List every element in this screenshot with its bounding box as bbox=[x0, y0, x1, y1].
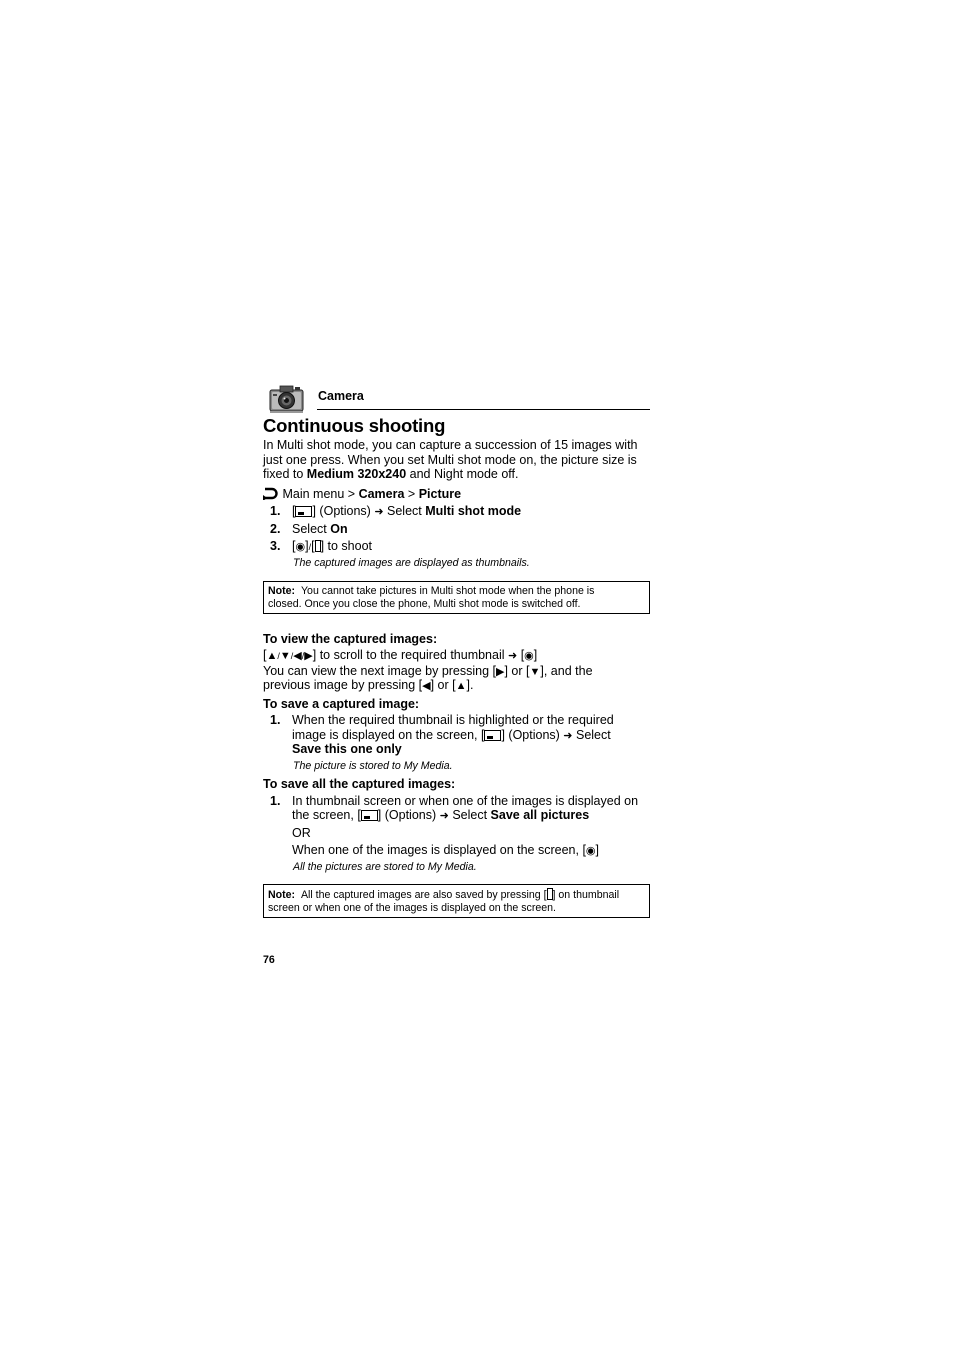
save-all-or: OR bbox=[292, 826, 311, 840]
intro-line-1: In Multi shot mode, you can capture a succession of 15 images with bbox=[263, 438, 638, 452]
center-key-icon: ◉ bbox=[524, 650, 534, 662]
step-3-number: 3. bbox=[270, 539, 281, 553]
view-line-2: You can view the next image by pressing [▶] or [▼], and the bbox=[263, 664, 593, 678]
steps-note: The captured images are displayed as thumbnails. bbox=[293, 557, 530, 569]
up-key-icon: ▲ bbox=[266, 650, 278, 662]
note-2-line-2: screen or when one of the images is displayed on the screen. bbox=[268, 902, 556, 914]
arrow-right-icon: ➜ bbox=[374, 506, 384, 518]
note-1-line-1: Note: You cannot take pictures in Multi shot mode when the phone is bbox=[268, 585, 595, 597]
right-key-icon: ▶ bbox=[496, 666, 505, 678]
step-2-number: 2. bbox=[270, 522, 281, 536]
intro-line-3: fixed to Medium 320x240 and Night mode off. bbox=[263, 467, 519, 481]
view-heading: To view the captured images: bbox=[263, 632, 438, 646]
note-1-line-2: closed. Once you close the phone, Multi shot mode is switched off. bbox=[268, 598, 581, 610]
camera-icon bbox=[269, 384, 305, 414]
arrow-right-icon: ➜ bbox=[563, 730, 573, 742]
center-key-icon: ◉ bbox=[295, 541, 306, 553]
save-all-line-3: When one of the images is displayed on the screen, [◉] bbox=[292, 843, 600, 857]
arrow-right-icon: ➜ bbox=[508, 650, 518, 662]
save-one-number: 1. bbox=[270, 713, 281, 727]
save-all-line-1: In thumbnail screen or when one of the images is displayed on bbox=[292, 794, 639, 808]
save-one-heading: To save a captured image: bbox=[263, 697, 420, 711]
header-divider bbox=[317, 409, 650, 410]
save-all-number: 1. bbox=[270, 794, 281, 808]
view-line-3: previous image by pressing [◀] or [▲]. bbox=[263, 678, 474, 692]
menu-path-arrow-icon bbox=[263, 486, 279, 500]
save-one-line-1: When the required thumbnail is highlighted or the required bbox=[292, 713, 614, 727]
save-one-line-2: image is displayed on the screen, [ ] (Options) ➜ Select bbox=[292, 728, 611, 742]
note-box-2 bbox=[263, 884, 650, 918]
note-2-line-1: Note: All the captured images are also saved by pressing [ ] on thumbnail bbox=[268, 889, 620, 901]
note-box-1 bbox=[263, 581, 650, 614]
down-key-icon: ▼ bbox=[279, 650, 291, 662]
menu-path: Main menu > Camera > Picture bbox=[263, 486, 461, 502]
save-one-line-3: Save this one only bbox=[292, 742, 402, 756]
save-all-line-2: the screen, [ ] (Options) ➜ Select Save all pictures bbox=[292, 808, 590, 822]
center-key-icon: ◉ bbox=[585, 845, 596, 857]
up-key-icon: ▲ bbox=[455, 680, 467, 692]
options-key-icon bbox=[295, 506, 312, 517]
intro-line-2: just one press. When you set Multi shot mode on, the picture size is bbox=[263, 453, 637, 467]
save-all-heading: To save all the captured images: bbox=[263, 777, 456, 791]
step-3-text: [◉]/[ ] to shoot bbox=[292, 539, 373, 553]
view-line-1: [▲/▼/◀/▶] to scroll to the required thumbnail ➜ [◉] bbox=[263, 648, 538, 662]
save-all-note: All the pictures are stored to My Media. bbox=[293, 861, 477, 873]
options-key-icon bbox=[484, 730, 501, 741]
arrow-right-icon: ➜ bbox=[439, 810, 449, 822]
left-key-icon: ◀ bbox=[422, 680, 431, 692]
save-one-note: The picture is stored to My Media. bbox=[293, 760, 453, 772]
step-2-text: Select On bbox=[292, 522, 348, 536]
down-key-icon: ▼ bbox=[529, 666, 541, 678]
page-number: 76 bbox=[263, 954, 275, 966]
step-1-number: 1. bbox=[270, 504, 281, 518]
step-1-text: [ ] (Options) ➜ Select Multi shot mode bbox=[292, 504, 522, 518]
right-key-icon: ▶ bbox=[304, 650, 313, 662]
options-key-icon bbox=[361, 810, 378, 821]
left-key-icon: ◀ bbox=[293, 650, 302, 662]
page-title: Continuous shooting bbox=[263, 415, 446, 436]
section-label: Camera bbox=[318, 389, 364, 403]
